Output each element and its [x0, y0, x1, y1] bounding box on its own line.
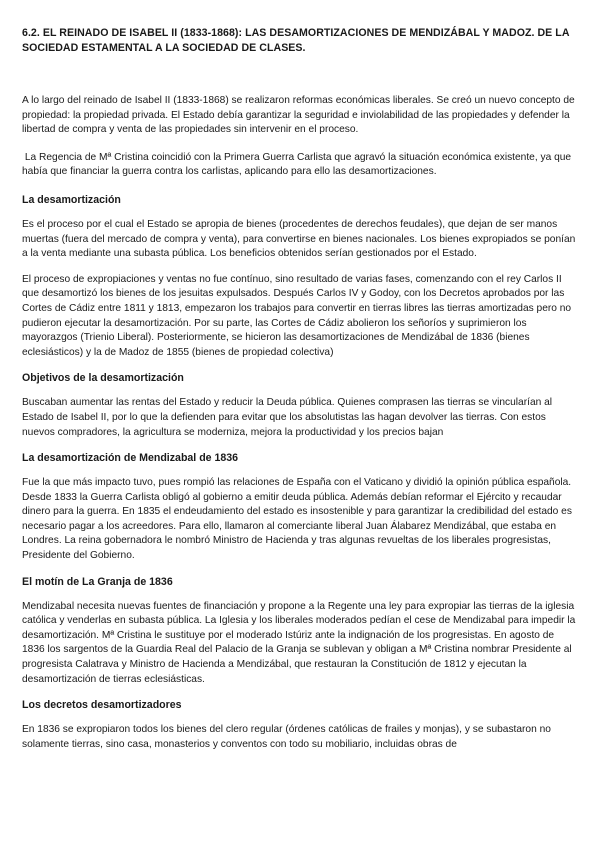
intro-paragraph: A lo largo del reinado de Isabel II (1833-1868) se realizaron reformas económicas liberales. Se creó un nuevo concepto de propiedad: la propiedad privada. El Estado debía garantizar la seguridad e inviolabilidad de las propiedades y defender la libertad de compra y venta de las propiedades sin intervenir en el proceso. [22, 95, 575, 136]
regencia-paragraph: La Regencia de Mª Cristina coincidió con la Primera Guerra Carlista que agravó la situación económica existente, ya que había que financiar la guerra contra los carlistas, aplicando para ello las desamortizaciones. [22, 151, 574, 178]
desamortizacion-paragraph-1: Es el proceso por el cual el Estado se apropia de bienes (procedentes de derechos feudales), que dejan de ser manos muertas (fuera del mercado de compra y venta), para convertirse en bienes nacionales. Los bienes expropiados se ponían a la venta mediante una subasta pública. Los beneficios obtenidos serían gestionados por el Estado. [22, 218, 576, 260]
section-heading-mendizabal: La desamortización de Mendizabal de 1836 [22, 452, 239, 465]
document-title: 6.2. EL REINADO DE ISABEL II (1833-1868): LAS DESAMORTIZACIONES DE MENDIZÁBAL Y MADOZ. DE LA SOCIEDAD ESTAMENTAL A LA SOCIEDAD DE CLASES. [22, 27, 570, 54]
section-heading-objetivos: Objetivos de la desamortización [22, 372, 184, 385]
section-heading-motin: El motín de La Granja de 1836 [22, 575, 173, 588]
desamortizacion-paragraph-2: El proceso de expropiaciones y ventas no fue contínuo, sino resultado de varias fases, comenzando con el rey Carlos II que desamortizó los bienes de los jesuitas expulsados. Después Carlos IV y Godoy, con los Decretos aprobados por las Cortes de Cádiz entre 1811 y 1813, empezaron los trabajos para convertir en tierras libres las tierras amortizadas pero no pudieron ejecutar la desamortización. Por su parte, las Cortes de Cádiz abolieron los señoríos y suprimieron los mayorazgos (Trienio Liberal). Posteriormente, se hicieron las desamortizaciones de Mendizábal de 1836 (bienes eclesiásticos) y la de Madoz de 1855 (bienes de propiedad colectiva) [22, 273, 572, 358]
section-heading-desamortizacion: La desamortización [22, 193, 121, 206]
motin-paragraph: Mendizabal necesita nuevas fuentes de financiación y propone a la Regente una ley para expropiar las tierras de la iglesia católica y venderlas en subasta pública. La Iglesia y los liberales moderados pedían el cese de Mendizabal para impedir la desamortización. Mª Cristina le sustituye por el moderado Istúriz ante la indignación de los progresistas. En agosto de 1836 los sargentos de la Guardia Real del Palacio de la Granja se sublevan y obligan a Mª Cristina nombrar Presidente al progresista Calatrava y Ministro de Hacienda a Mendizábal, que restauran la Constitución de 1812 y ejecutan la desamortización de tierras eclesiásticas. [22, 600, 576, 685]
objetivos-paragraph: Buscaban aumentar las rentas del Estado y reducir la Deuda pública. Quienes comprasen las tierras se vincularían al Estado de Isabel II, por lo que la defienden para evitar que los absolutistas las hagan devolver las tierras. Con estos nuevos compradores, la agricultura se moderniza, mejora la productividad y los precios bajan [22, 397, 553, 438]
mendizabal-paragraph: Fue la que más impacto tuvo, pues rompió las relaciones de España con el Vaticano y dividió la opinión pública española. Desde 1833 la Guerra Carlista obligó al gobierno a emitir deuda pública. Además debían reformar el Ejército y recaudar dinero para la guerra. En 1835 el endeudamiento del estado es insostenible y para garantizar la credibilidad del estado es necesario pagar a los acreedores. Para ello, llamaron al comerciante liberal Juan Álabarez Mendizábal, que estaba en Londres. La reina gobernadora le nombró Ministro de Hacienda y tras algunas revueltas de los liberales progresistas, Presidente del Gobierno. [22, 477, 572, 562]
document-page [22, 26, 578, 752]
section-heading-decretos: Los decretos desamortizadores [22, 699, 182, 712]
decretos-paragraph: En 1836 se expropiaron todos los bienes del clero regular (órdenes católicas de frailes y monjas), y se subastaron no solamente tierras, sino casa, monasterios y conventos con todo su mobiliario, incluidas obras de [22, 724, 551, 750]
